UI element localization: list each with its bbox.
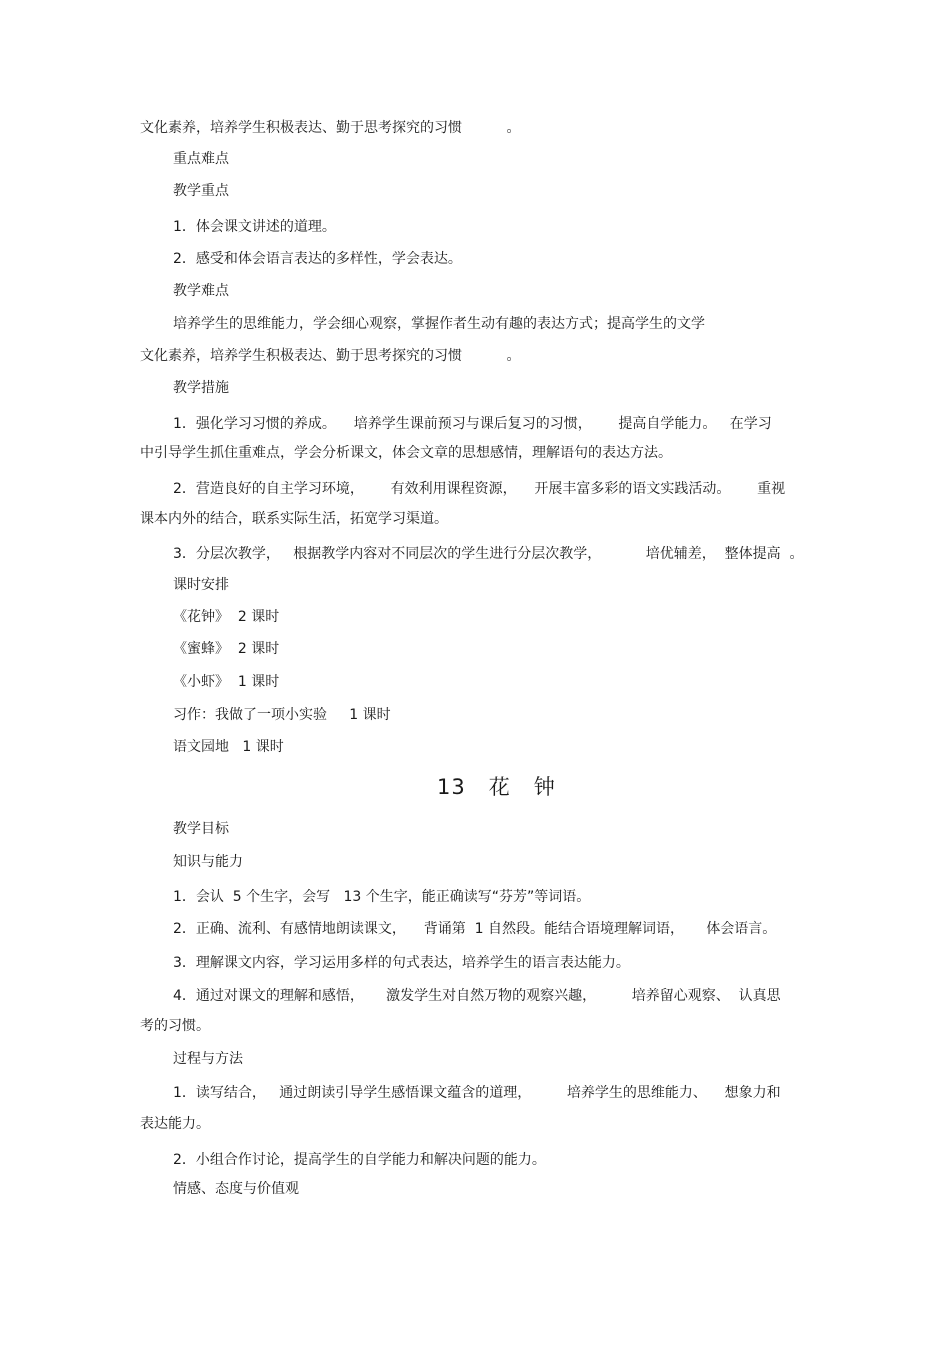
text-line: 文化素养，培养学生积极表达、勤于思考探究的习惯 。: [140, 348, 521, 364]
list-item: 3．分层次教学， 根据教学内容对不同层次的学生进行分层次教学， 培优辅差， 整体提高 。: [173, 546, 804, 562]
list-item: 1．强化学习习惯的养成。 培养学生课前预习与课后复习的习惯， 提高自学能力。 在学习: [173, 416, 772, 432]
list-item: 1．会认 5 个生字，会写 13 个生字，能正确读写“芬芳”等词语。: [173, 889, 591, 905]
section-heading: 重点难点: [173, 151, 229, 167]
list-item: 3．理解课文内容，学习运用多样的句式表达，培养学生的语言表达能力。: [173, 955, 630, 971]
list-item: 2．小组合作讨论，提高学生的自学能力和解决问题的能力。: [173, 1152, 546, 1168]
list-item: 2．感受和体会语言表达的多样性，学会表达。: [173, 251, 462, 267]
list-item: 4．通过对课文的理解和感悟， 激发学生对自然万物的观察兴趣， 培养留心观察、 认真思: [173, 988, 781, 1004]
sub-heading: 知识与能力: [173, 854, 243, 870]
sub-heading: 教学难点: [173, 283, 229, 299]
list-item: 1．读写结合， 通过朗读引导学生感悟课文蕴含的道理， 培养学生的思维能力、 想象力和: [173, 1085, 781, 1101]
text-line: 课本内外的结合，联系实际生活，拓宽学习渠道。: [140, 511, 448, 527]
lesson-title: 13 花 钟: [437, 775, 556, 799]
list-item: 2．营造良好的自主学习环境， 有效利用课程资源， 开展丰富多彩的语文实践活动。 重视: [173, 481, 786, 497]
text-line: 表达能力。: [140, 1116, 210, 1132]
text-line: 考的习惯。: [140, 1018, 210, 1034]
list-item: 1．体会课文讲述的道理。: [173, 219, 336, 235]
sub-heading: 情感、态度与价值观: [173, 1181, 299, 1197]
section-heading: 教学措施: [173, 380, 229, 396]
schedule-item: 语文园地 1 课时: [173, 739, 284, 755]
schedule-item: 《小虾》 1 课时: [173, 674, 280, 690]
section-heading: 课时安排: [173, 577, 229, 593]
schedule-item: 《蜜蜂》 2 课时: [173, 641, 280, 657]
text-line: 中引导学生抓住重难点，学会分析课文，体会文章的思想感情，理解语句的表达方法。: [140, 445, 672, 461]
sub-heading: 过程与方法: [173, 1051, 243, 1067]
schedule-item: 《花钟》 2 课时: [173, 609, 280, 625]
text-line: 文化素养，培养学生积极表达、勤于思考探究的习惯 。: [140, 120, 521, 136]
schedule-item: 习作：我做了一项小实验 1 课时: [173, 707, 391, 723]
text-line: 培养学生的思维能力，学会细心观察，掌握作者生动有趣的表达方式；提高学生的文学: [173, 316, 705, 332]
section-heading: 教学目标: [173, 821, 229, 837]
sub-heading: 教学重点: [173, 183, 229, 199]
list-item: 2．正确、流利、有感情地朗读课文， 背诵第 1 自然段。能结合语境理解词语， 体会语言。: [173, 921, 777, 937]
